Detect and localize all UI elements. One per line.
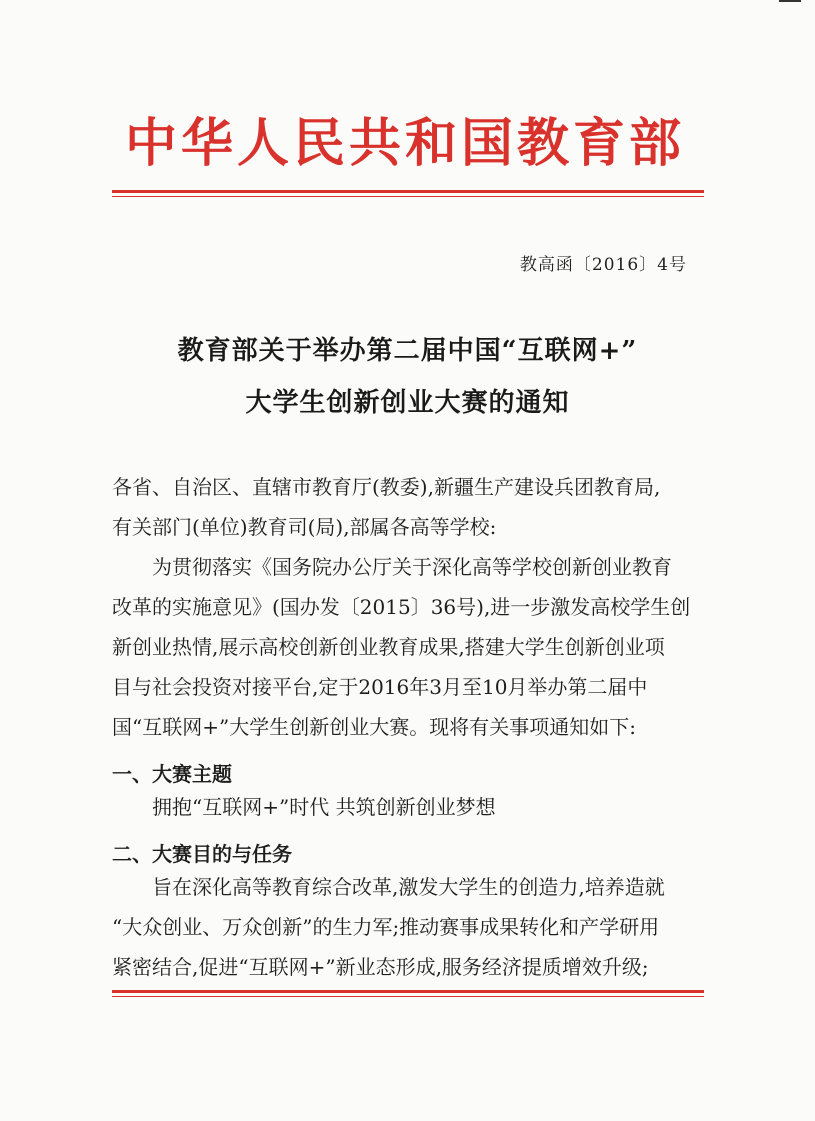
intro-line-2: 改革的实施意见》(国办发〔2015〕36号),进一步激发高校学生创 [112, 595, 691, 619]
intro-line-3: 新创业热情,展示高校创新创业教育成果,搭建大学生创新创业项 [112, 635, 665, 659]
letterhead-title: 中华人民共和国教育部 [124, 113, 685, 174]
section-2-line-2: “大众创业、万众创新”的生力军;推动赛事成果转化和产学研用 [112, 915, 660, 939]
section-1-heading: 一、大赛主题 [112, 762, 232, 786]
letterhead-rule-thin [112, 196, 704, 197]
intro-line-4: 目与社会投资对接平台,定于2016年3月至10月举办第二届中 [112, 675, 648, 699]
addressee-line-2: 有关部门(单位)教育司(局),部属各高等学校: [112, 515, 497, 539]
footer-rule-thick [112, 990, 704, 993]
section-2-line-1: 旨在深化高等教育综合改革,激发大学生的创造力,培养造就 [152, 875, 665, 899]
section-2-heading: 二、大赛目的与任务 [112, 842, 292, 866]
footer-rule-thin [112, 996, 704, 997]
notice-title-line-1: 教育部关于举办第二届中国“互联网+” [177, 336, 638, 366]
section-2-line-3: 紧密结合,促进“互联网+”新业态形成,服务经济提质增效升级; [112, 955, 649, 979]
scan-corner-mark [779, 0, 801, 2]
letterhead-rule-thick [112, 190, 704, 193]
section-1-text: 拥抱“互联网+”时代 共筑创新创业梦想 [152, 795, 496, 819]
notice-title-line-2: 大学生创新创业大赛的通知 [245, 388, 570, 418]
document-number: 教高函〔2016〕4号 [519, 255, 687, 275]
intro-line-5: 国“互联网+”大学生创新创业大赛。现将有关事项通知如下: [112, 715, 636, 739]
intro-line-1: 为贯彻落实《国务院办公厅关于深化高等学校创新创业教育 [152, 555, 672, 579]
addressee-line-1: 各省、自治区、直辖市教育厅(教委),新疆生产建设兵团教育局, [112, 475, 661, 499]
